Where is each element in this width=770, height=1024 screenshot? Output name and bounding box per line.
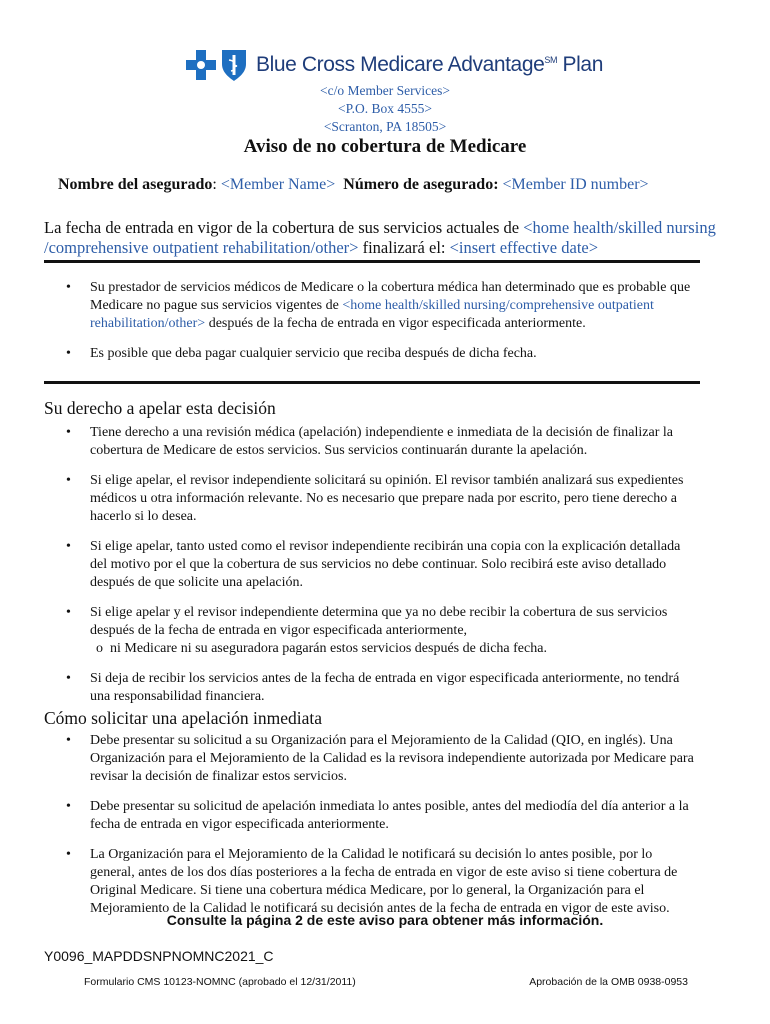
service-placeholder: <home health/skilled nursing /comprehensive outpatient rehabilitation/other> (44, 218, 716, 257)
effective-date-placeholder: <insert effective date> (449, 238, 599, 257)
list-item: • Si elige apelar, el revisor independiente solicitará su opinión. El revisor también analizará sus expedientes médicos u otra información relevante. No es necesario que prepare nada por escrito, pero tiene derecho a hacerlo si lo desea. (44, 472, 700, 526)
address-line-2: <P.O. Box 4555> (338, 101, 432, 116)
blue-cross-icon (186, 50, 216, 80)
section3-heading: Cómo solicitar una apelación inmediata (44, 708, 322, 728)
member-info: Nombre del asegurado: <Member Name> Número de asegurado: <Member ID number> (58, 176, 649, 193)
list-item: • Debe presentar su solicitud a su Organización para el Mejoramiento de la Calidad (QIO, en inglés). Una Organización para el Mejoramiento de la Calidad es la revisora independiente autorizada por Medicare para revisar la decisión de finalizar estos servicios. (44, 732, 700, 786)
section2-list (44, 424, 700, 718)
address-line-3: <Scranton, PA 18505> (323, 119, 447, 134)
list-item: • Si elige apelar y el revisor independiente determina que ya no debe recibir la cobertura de sus servicios después de la fecha de entrada en vigor especificada anteriormente, o ni Medicare ni su aseguradora pagarán estos servicios después de dicha fecha. (44, 604, 700, 658)
member-id-label: Número de asegurado: (343, 176, 499, 193)
document-code: Y0096_MAPDDSNPNOMNC2021_C (44, 948, 274, 964)
list-item: • Tiene derecho a una revisión médica (apelación) independiente e inmediata de la decisión de finalizar la cobertura de Medicare de estos servicios. Sus servicios continuarán durante la apelación. (44, 424, 700, 460)
intro-paragraph: La fecha de entrada en vigor de la cobertura de sus servicios actuales de <home health/skilled nursing /comprehensive outpatient rehabilitation/other> finalizará el: <insert effective date> (44, 218, 716, 257)
list-item: • Si elige apelar, tanto usted como el revisor independiente recibirán una copia con la explicación detallada del motivo por el que la cobertura de sus servicios no debe continuar. Solo recibirá este aviso detallado después de que solicite una apelación. (44, 538, 700, 592)
section-divider (44, 381, 700, 384)
brand-name: Blue Cross Medicare Advantage℠ Plan (256, 53, 603, 76)
list-item: • Debe presentar su solicitud de apelación inmediata lo antes posible, antes del mediodía del día anterior a la fecha de entrada en vigor especificada anteriormente. (44, 798, 700, 834)
section1-list (44, 279, 700, 375)
blue-shield-icon (220, 48, 248, 82)
page-title: Aviso de no cobertura de Medicare (243, 136, 527, 157)
consult-note: Consulte la página 2 de este aviso para obtener más información. (166, 912, 604, 928)
list-item: • Es posible que deba pagar cualquier servicio que reciba después de dicha fecha. (44, 345, 700, 363)
footer-form-number: Formulario CMS 10123-NOMNC (aprobado el 12/31/2011) (84, 976, 356, 988)
member-name-value: <Member Name> (220, 176, 336, 193)
footer-omb-number: Aprobación de la OMB 0938-0953 (529, 976, 688, 988)
member-id-value: <Member ID number> (502, 176, 649, 193)
address-line-1: <c/o Member Services> (320, 83, 450, 98)
list-item: • La Organización para el Mejoramiento de la Calidad le notificará su decisión lo antes posible, por lo general, antes de los dos días posteriores a la fecha de entrada en vigor de este aviso si tiene cobertura de Original Medicare. Si tiene una cobertura médica Medicare, por lo general, la Organización para el Mejoramiento de la Calidad le notificará su decisión antes de la fecha de entrada en vigor de este aviso. (44, 846, 700, 918)
list-item: • Si deja de recibir los servicios antes de la fecha de entrada en vigor especificada anteriormente, no tendrá una responsabilidad financiera. (44, 670, 700, 706)
member-name-label: Nombre del asegurado (58, 176, 213, 193)
section3-list (44, 732, 700, 930)
section-divider (44, 260, 700, 263)
section2-heading: Su derecho a apelar esta decisión (44, 398, 276, 418)
list-item: • Su prestador de servicios médicos de Medicare o la cobertura médica han determinado que es probable que Medicare no pague sus servicios vigentes de <home health/skilled nursing/comprehensive outpatient rehabilitation/other> después de la fecha de entrada en vigor especificada anteriormente. (44, 279, 700, 333)
